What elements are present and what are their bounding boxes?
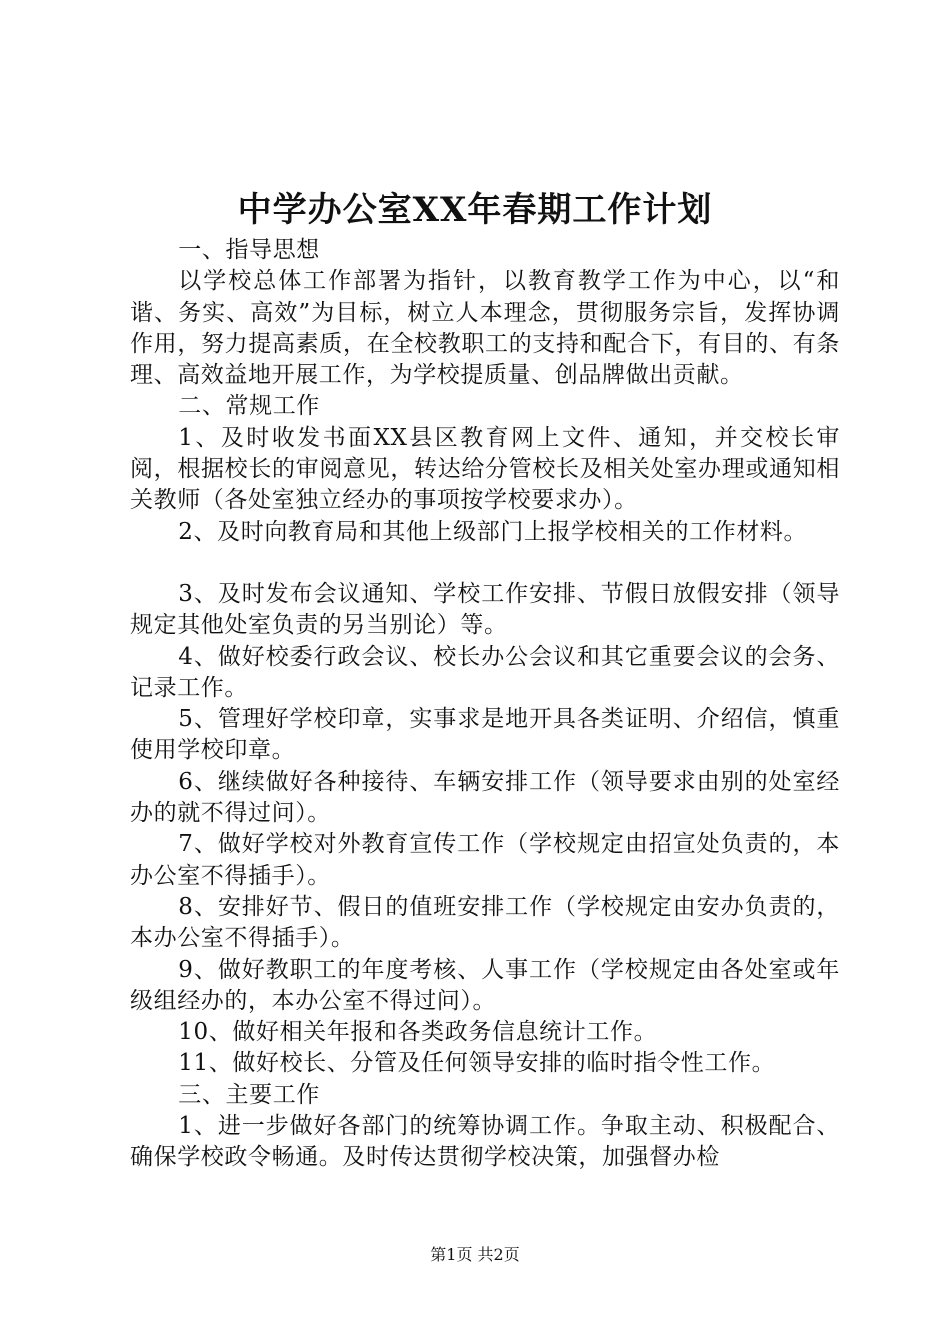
- list-item-main-1: 1、进一步做好各部门的统筹协调工作。争取主动、积极配合、确保学校政令畅通。及时传达贯彻学校决策，加强督办检: [130, 1113, 840, 1171]
- list-item-routine-4: 4、做好校委行政会议、校长办公会议和其它重要会议的会务、记录工作。: [130, 643, 840, 701]
- document-title: 中学办公室XX年春期工作计划: [237, 190, 713, 230]
- list-item-routine-10: 10、做好相关年报和各类政务信息统计工作。: [178, 1019, 658, 1046]
- section-heading-guiding-ideology: 一、指导思想: [178, 237, 320, 263]
- list-item-routine-6: 6、继续做好各种接待、车辆安排工作（领导要求由别的处室经办的就不得过问）。: [130, 768, 840, 827]
- list-item-routine-9: 9、做好教职工的年度考核、人事工作（学校规定由各处室或年级组经办的，本办公室不得过问）。: [130, 956, 840, 1014]
- section-heading-routine-work: 二、常规工作: [178, 393, 320, 420]
- page-footer: 第1页 共2页: [430, 1245, 520, 1264]
- list-item-routine-3: 3、及时发布会议通知、学校工作安排、节假日放假安排（领导规定其他处室负责的另当别论）等。: [130, 580, 840, 639]
- paragraph-guiding-ideology: 以学校总体工作部署为指针，以教育教学工作为中心，以“和谐、务实、高效”为目标，树立人本理念，贯彻服务宗旨，发挥协调作用，努力提高素质，在全校教职工的支持和配合下，有目的、有条理、高效益地开展工作，为学校提质量、创品牌做出贡献。: [130, 268, 840, 389]
- list-item-routine-8: 8、安排好节、假日的值班安排工作（学校规定由安办负责的，本办公室不得插手）。: [130, 893, 840, 952]
- list-item-routine-11: 11、做好校长、分管及任何领导安排的临时指令性工作。: [178, 1050, 776, 1077]
- list-item-routine-7: 7、做好学校对外教育宣传工作（学校规定由招宣处负责的，本办公室不得插手）。: [130, 831, 840, 889]
- section-heading-main-work: 三、主要工作: [178, 1081, 320, 1108]
- list-item-routine-1: 1、及时收发书面XX县区教育网上文件、通知，并交校长审阅，根据校长的审阅意见，转达给分管校长及相关处室办理或通知相关教师（各处室独立经办的事项按学校要求办）。: [130, 424, 840, 514]
- list-item-routine-5: 5、管理好学校印章，实事求是地开具各类证明、介绍信，慎重使用学校印章。: [130, 706, 840, 764]
- document-body: [130, 235, 840, 1174]
- list-item-routine-2: 2、及时向教育局和其他上级部门上报学校相关的工作材料。: [178, 518, 808, 545]
